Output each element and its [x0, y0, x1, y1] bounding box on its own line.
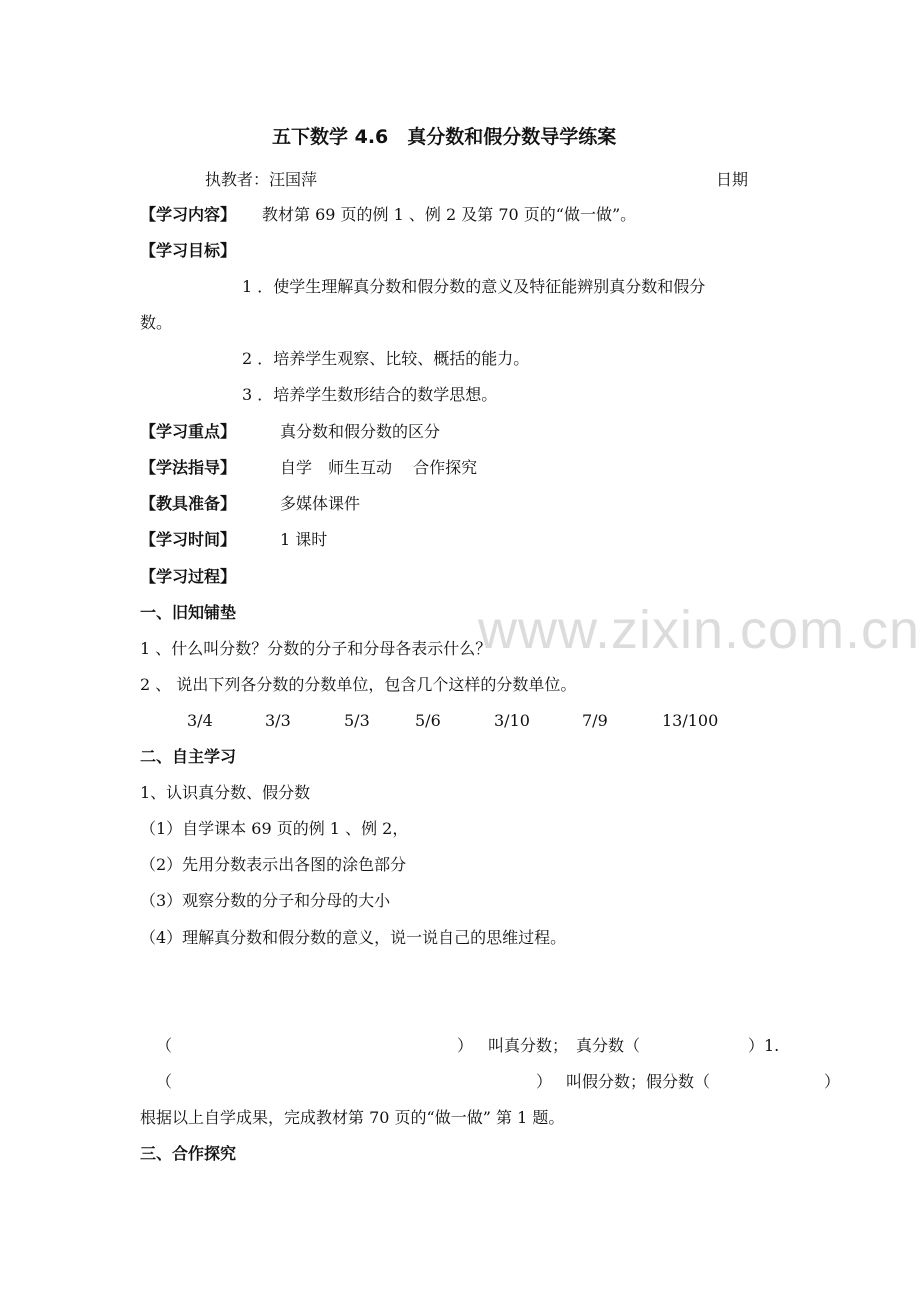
date-label: 日期: [716, 170, 749, 189]
blank-1-open: （: [156, 1036, 173, 1055]
goal-3: 3 ．培养学生数形结合的数学思想。: [242, 385, 498, 404]
focus-text: 真分数和假分数的区分: [280, 422, 441, 441]
section-1-question-1: 1 、什么叫分数？分数的分子和分母各表示什么？: [140, 639, 492, 658]
section-2-step-1: （1）自学课本 69 页的例 1 、例 2，: [140, 819, 409, 838]
section-2-step-2: （2）先用分数表示出各图的涂色部分: [140, 855, 407, 874]
goal-2: 2 ．培养学生观察、比较、概括的能力。: [242, 349, 530, 368]
focus-label: 【学习重点】: [140, 422, 237, 441]
fraction-item: 3/3: [265, 711, 291, 730]
process-label: 【学习过程】: [140, 567, 237, 586]
method-text: 自学 师生互动 合作探究: [280, 458, 478, 477]
goals-label: 【学习目标】: [140, 241, 237, 260]
section-2-title: 二、自主学习: [140, 747, 237, 766]
tools-text: 多媒体课件: [280, 494, 361, 513]
fraction-item: 5/3: [344, 711, 370, 730]
blank-1-text: 叫真分数； 真分数（: [488, 1036, 641, 1055]
blank-2-end: ）: [824, 1072, 841, 1091]
section-2-item: 1、认识真分数、假分数: [140, 783, 311, 802]
watermark: www.zixin.com.cn: [478, 600, 920, 660]
content-text: 教材第 69 页的例 1 、例 2 及第 70 页的“做一做”。: [262, 205, 637, 224]
section-1-question-2: 2 、 说出下列各分数的分数单位，包含几个这样的分数单位。: [140, 675, 577, 694]
tools-label: 【教具准备】: [140, 494, 237, 513]
fraction-item: 5/6: [415, 711, 441, 730]
section-3-title: 三、合作探究: [140, 1144, 237, 1163]
blank-2-close: ）: [536, 1072, 553, 1091]
goal-1-line-a: 1 ．使学生理解真分数和假分数的意义及特征能辨别真分数和假分: [242, 277, 706, 296]
content-label: 【学习内容】: [140, 205, 237, 224]
blank-2-open: （: [156, 1072, 173, 1091]
fraction-item: 3/4: [187, 711, 213, 730]
fraction-item: 3/10: [494, 711, 530, 730]
goal-1-line-b: 数。: [140, 313, 173, 332]
time-text: 1 课时: [280, 530, 328, 549]
section-2-after: 根据以上自学成果，完成教材第 70 页的“做一做” 第 1 题。: [140, 1108, 565, 1127]
page-title: 五下数学 4.6 真分数和假分数导学练案: [272, 126, 617, 148]
section-2-step-3: （3）观察分数的分子和分母的大小: [140, 891, 391, 910]
section-2-step-4: （4）理解真分数和假分数的意义，说一说自己的思维过程。: [140, 928, 567, 947]
blank-1-close: ）: [457, 1036, 474, 1055]
section-1-title: 一、旧知铺垫: [140, 603, 237, 622]
blank-1-end: ）1.: [748, 1036, 780, 1055]
time-label: 【学习时间】: [140, 530, 237, 549]
fraction-item: 13/100: [662, 711, 719, 730]
method-label: 【学法指导】: [140, 458, 237, 477]
teacher-line: 执教者：汪国萍: [205, 170, 318, 189]
fraction-item: 7/9: [582, 711, 608, 730]
blank-2-text: 叫假分数；假分数（: [566, 1072, 711, 1091]
